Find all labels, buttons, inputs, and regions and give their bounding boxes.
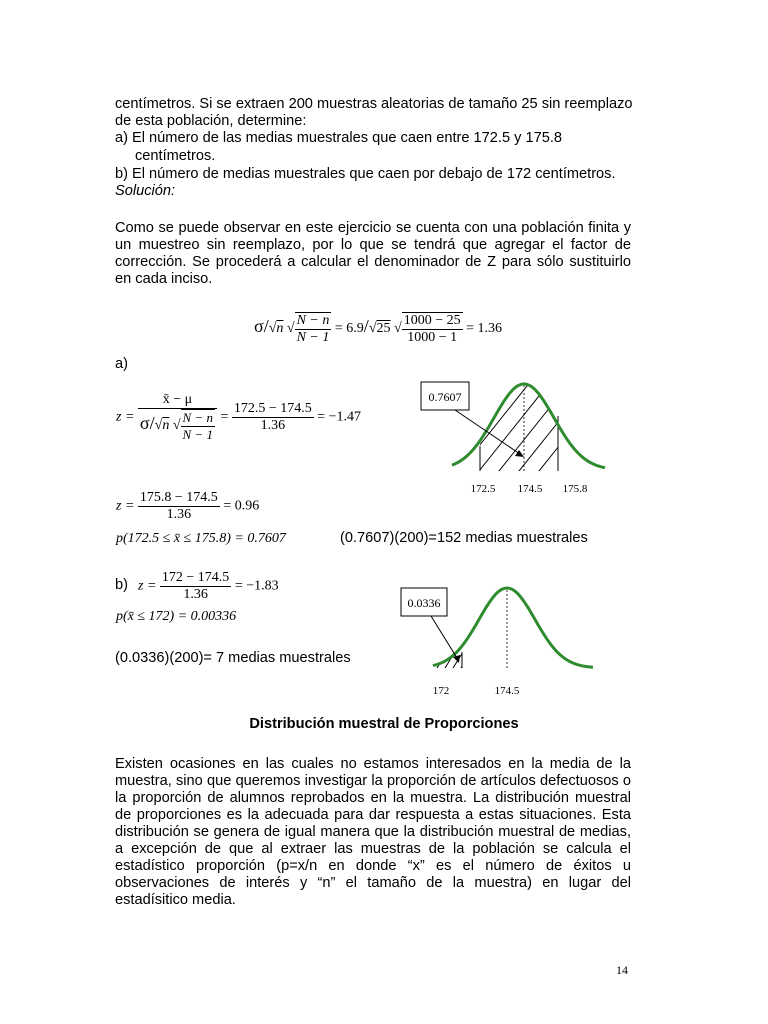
answer-b: (0.0336)(200)= 7 medias muestrales <box>115 650 351 666</box>
tick-label-a-0: 172.5 <box>470 483 496 495</box>
fpc-denominator: N − 1 <box>296 330 330 345</box>
prob-a: p(172.5 ≤ x̄ ≤ 175.8) = 0.7607 <box>116 531 286 546</box>
z1-mid-numerator: 172.5 − 174.5 <box>233 401 312 416</box>
explanation-paragraph: Como se puede observar en este ejercicio se cuenta con una población finita y un muestreo sin reemplazo, por lo que se tendrá que agregar el factor de corrección. Se procederá a calcular el denominador de Z para sólo sustituirlo en cada inciso. <box>115 220 631 287</box>
section-heading: Distribución muestral de Proporciones <box>249 716 519 732</box>
z2-denominator: 1.36 <box>166 507 192 522</box>
fpc-numerator-2: 1000 − 25 <box>403 313 461 328</box>
z2-lhs: z = <box>116 498 135 514</box>
part-b-label: b) <box>115 577 128 593</box>
intro-line-1: centímetros. Si se extraen 200 muestras aleatorias de tamaño 25 sin reemplazo <box>115 96 633 112</box>
normal-curve-a <box>415 376 615 500</box>
item-a-line-1: a) El número de las medias muestrales que caen entre 172.5 y 175.8 <box>115 130 562 146</box>
callout-pointer-b <box>431 616 457 658</box>
tick-label-a-2: 175.8 <box>562 483 588 495</box>
callout-label-b: 0.0336 <box>407 596 441 610</box>
zb-formula <box>138 570 279 603</box>
z2-result: = 0.96 <box>223 498 260 514</box>
curve-line-a <box>452 384 605 468</box>
sqrt-25: 25 <box>376 321 391 337</box>
intro-line-2: de esta población, determine: <box>115 113 307 129</box>
zb-result: = −1.83 <box>234 578 279 594</box>
z1-result: = −1.47 <box>317 409 362 425</box>
z1-lhs: z = <box>116 409 135 425</box>
answer-a: (0.7607)(200)=152 medias muestrales <box>340 530 588 546</box>
item-a-line-2: centímetros. <box>135 148 216 164</box>
denominator-result: = 1.36 <box>466 321 502 337</box>
part-a-label: a) <box>115 356 128 372</box>
solucion-label: Solución: <box>115 183 176 199</box>
z1-numerator: x̄ − μ <box>138 392 217 409</box>
callout-label-a: 0.7607 <box>428 390 462 404</box>
z1-formula: z = x̄ − μ σ/√n √ $\frac{N - n}{N - 1}$ = $\frac{172.5 - 174.5}{1.36}$ = −1.47 <box>116 392 362 442</box>
tick-label-b-0: 172 <box>432 685 450 697</box>
z1-mid-denominator: 1.36 <box>260 418 286 433</box>
prob-b: p(x̄ ≤ 172) = 0.00336 <box>116 609 237 624</box>
fpc-numerator: N − n <box>296 313 330 328</box>
item-b: b) El número de medias muestrales que caen por debajo de 172 centímetros. <box>115 166 616 182</box>
closing-paragraph: Existen ocasiones en las cuales no estamos interesados en la media de la muestra, sino que queremos investigar la proporción de artículos defectuosos o la proporción de alumnos reprobados en la muestra. La distribución muestral de proporciones es la adecuada para dar respuesta a estas situaciones. Esta distribución se genera de igual manera que la distribución muestral de medias, a excepción de que al extraer las muestras de la población se calcula el estadístico proporción (p=x/n en donde “x” es el número de éxitos u observaciones de interés y “n” el tamaño de la muestra) en lugar del estadísitico media. <box>115 756 631 908</box>
denominator-formula: σ/√n √ $\frac{N - n}{N - 1}$ = 6.9/√25 √ $\frac{1000 - 25}{1000 - 1}$ = 1.36 <box>254 313 502 345</box>
fpc-denominator-2: 1000 − 1 <box>407 330 458 345</box>
tick-label-b-1: 174.5 <box>494 685 520 697</box>
curve-line-b <box>433 588 593 667</box>
sqrt-n: n <box>276 321 284 337</box>
sigma-symbol: σ <box>254 316 264 337</box>
z2-formula <box>116 490 259 523</box>
page-number: 14 <box>616 963 628 977</box>
normal-curve-b <box>395 582 605 702</box>
zb-denominator: 1.36 <box>183 587 208 602</box>
z2-numerator: 175.8 − 174.5 <box>139 490 218 505</box>
eq-sigma-value: = 6.9 <box>334 321 364 337</box>
zb-lhs: z = <box>138 578 157 594</box>
tick-label-a-1: 174.5 <box>517 483 543 495</box>
zb-numerator: 172 − 174.5 <box>161 570 230 585</box>
